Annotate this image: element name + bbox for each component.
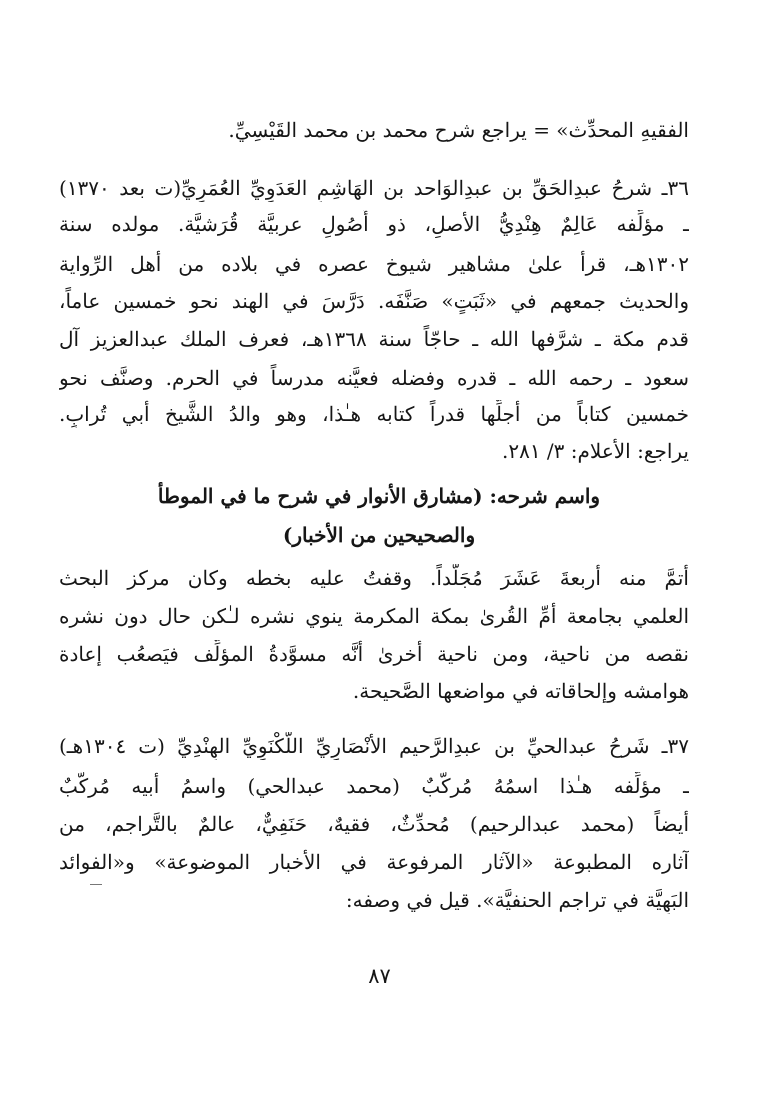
text-line-17: ـ مؤلِّفه هـٰذا اسمُهُ مُركَّبٌ (محمد عبدالحي) واسمُ أبيه مُركَّبٌ [59,774,689,798]
text-line-12: أتمَّ منه أربعةَ عَشَرَ مُجَلَّداً. وقفتُ عليه بخطه وكان مركز البحث [59,566,689,590]
text-line-14: نقصه من ناحية، ومن ناحية أخرىٰ أنَّه مسوَّدةُ المؤلِّف فيَصعُب إعادة [59,642,689,666]
text-line-3: ـ مؤلِّفه عَالِمٌ هِنْدِيُّ الأصلِ، ذو أُصُولٍ عربيَّة قُرَشيَّة. مولده سنة [59,212,689,236]
text-line-1: الفقيهِ المحدِّث» = يراجع شرح محمد بن محمد القَيْسِيِّ. [228,118,689,142]
text-line-20: البَهِيَّة في تراجم الحنفيَّة». قيل في وصفه: [345,888,689,912]
entry-37-heading: ٣٧ـ شَرحُ عبدالحيِّ بن عبدِالرَّحيم الأنْصَارِيِّ اللَّكْنَوِيِّ الهِنْدِيِّ (ت ١٣٠٤هـ) [59,734,689,758]
text-line-18: أيضاً (محمد عبدالرحيم) مُحدِّثٌ، فقيهٌ، حَنَفِيٌّ، عالمٌ بالتَّراجم، من [59,812,689,836]
reference-line: يراجع: الأعلام: ٣/ ٢٨١. [501,439,689,463]
commentary-title-line-2: والصحيحين من الأخبار) [282,523,476,547]
text-line-5: والحديث جمعهم في «ثَبَتٍ» صَنَّفَه. دَرَّسَ في الهند نحو خمسين عاماً، [59,289,689,313]
text-line-19: آثاره المطبوعة «الآثار المرفوعة في الأخبار الموضوعة» و«الفوائد [59,850,689,874]
page-number: ٨٧ [368,964,391,988]
commentary-title-line-1: واسم شرحه: (مشارق الأنوار في شرح ما في الموطأ [157,484,601,508]
text-line-4: ١٣٠٢هـ، قرأ علىٰ مشاهير شيوخ عصره في بلاده من أهل الرِّواية [59,252,689,276]
entry-36-heading: ٣٦ـ شرحُ عبدِالحَقِّ بن عبدِالوَاحد بن الهَاشِمِ العَدَوِيِّ العُمَرِيِّ(ت بعد ١٣٧٠) [59,176,689,200]
text-line-8: خمسين كتاباً من أجلِّها قدراً كتابه هـٰذا، وهو والدُ الشَّيخ أبي تُرابٍ. [59,402,689,426]
text-line-13: العلمي بجامعة أمِّ القُرىٰ بمكة المكرمة ينوي نشره لـٰكن حال دون نشره [59,604,689,628]
text-line-15: هوامشه وإلحاقاته في مواضعها الصَّحيحة. [352,679,689,703]
text-line-6: قدم مكة ـ شرَّفها الله ـ حاجّاً سنة ١٣٦٨هـ، فعرف الملك عبدالعزيز آل [59,327,689,351]
text-line-7: سعود ـ رحمه الله ـ قدره وفضله فعيَّنه مدرساً في الحرم. وصنَّف نحو [59,366,689,390]
margin-mark [90,884,102,885]
